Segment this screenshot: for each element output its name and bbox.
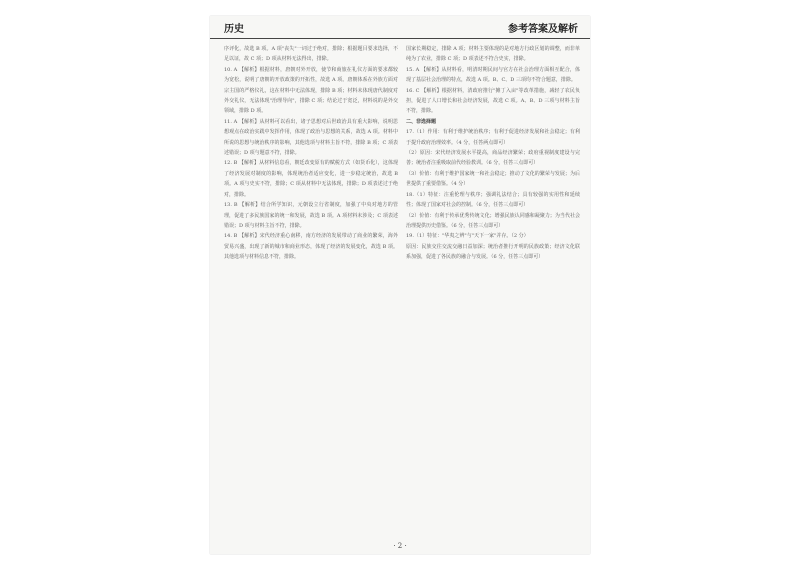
answer-paragraph: 序评化，故选 B 项。A 项"丧失"一词过于绝对，排除；根据题目要求选择，不足以证，故 C 项；D 项从材料无法得出，排除。 [224, 46, 398, 63]
header-subject: 历史 [224, 24, 244, 35]
answer-paragraph: 13. B 【解析】结合所学知识，元朝设立行省制度，加强了中央对地方的管理，促进了多民族国家的统一和发展，故选 B 项。A 项材料未涉及；C 项表述错误；D 项与材料主旨不符，排除。 [224, 202, 398, 229]
header-tag: 参考答案及解析 [508, 24, 578, 35]
answer-paragraph: 12. B 【解析】从材料信息看，朝廷改变原有的赋税方式（如货币化），这体现了经济发展对制度的影响，体现统治者适应变化，进一步稳定统治，故选 B 项。A 项与史实不符，排除；C 项从材料中无法体现，排除；D 项表述过于绝对，排除。 [224, 160, 398, 198]
answer-paragraph: （2）原因：宋代经济发展水平提高，商品经济繁荣；政府重视制度建设与完善；统治者注重吸取前代经验教训。（6 分，任答三点即可） [406, 150, 580, 167]
answer-paragraph: 16. C 【解析】根据材料，清政府推行"摊丁入亩"等改革措施，减轻了农民负担，促进了人口增长和社会经济发展，故选 C 项。A、B、D 三项与材料主旨不符，排除。 [406, 87, 580, 115]
answer-paragraph: （2）价值：有利于传承优秀传统文化；增强民族认同感和凝聚力；为当代社会治理提供历史借鉴。（6 分，任答三点即可） [406, 212, 580, 229]
answer-paragraph: 18.（1）特征：注重伦理与秩序；强调礼法结合；具有较强的实用性和延续性；体现了国家对社会的控制。（6 分，任答三点即可） [406, 191, 580, 209]
answer-paragraph: 11. A 【解析】从材料可以看出，诸子思想对后世政治具有重大影响，说明思想观点在政治实践中发挥作用，体现了政治与思想的关系，故选 A 项。材料中所说的思想与统治秩序的影响，其他选项与材料主旨不符，排除 B 项；C 项表述错误；D 项与题意不符，排除。 [224, 118, 398, 157]
section-title: 二、非选择题 [406, 118, 437, 125]
answer-paragraph: 15. A 【解析】从材料看，明清时期民间与官方在社会治理方面相互配合，体现了基层社会治理的特点，故选 A 项。B、C、D 三项均不符合题意，排除。 [406, 66, 580, 84]
answer-paragraph: 14. B 【解析】宋代经济重心南移，南方经济的发展带动了商业的繁荣，海外贸易兴盛，出现了新的城市和商业形态，体现了经济的发展变化，故选 B 项。其他选项与材料信息不符，排除。 [224, 233, 398, 261]
page-header [210, 16, 590, 39]
answer-paragraph: （3）价值：有利于维护国家统一和社会稳定；推动了文化的繁荣与发展；为后世提供了重要借鉴。（4 分） [406, 170, 580, 188]
answer-paragraph: 原因：民族交往交流交融日益加深；统治者推行开明的民族政策；经济文化联系加强，促进了各民族的融合与发展。（6 分，任答三点即可） [406, 243, 580, 261]
answer-paragraph: 10. A 【解析】根据材料，唐朝对外开放，使节和商旅在礼仪方面的要求都较为宽松，说明了唐朝的开放政策的开拓性，故选 A 项。唐朝体系在外族方面对宗主国的严格仪礼，这在材料中无法体现，排除 B 项；材料未体现唐代制度对外交礼仪，无法体现"治理导向"，排除 C 项；结论过于宽泛，材料说的是外交领域，排除 D 项。 [224, 66, 398, 115]
left-column [224, 44, 398, 263]
answer-paragraph: 国家长期稳定，排除 A 项；材料主要体现的是对地方行政区划的调整，而非单纯为了农业，排除 C 项；D 项表述不符合史实，排除。 [406, 46, 580, 63]
document-page [210, 16, 590, 554]
answer-paragraph: 17.（1）作用：有利于维护统治秩序；有利于促进经济发展和社会稳定；有利于提升政府治理效率。（4 分，任答两点即可） [406, 129, 580, 146]
right-column [406, 44, 580, 263]
page-number: · 2 · [393, 542, 407, 550]
answer-paragraph: 19.（1）特征："华夷之辨"与"天下一家"并存。（2 分） [406, 233, 529, 240]
